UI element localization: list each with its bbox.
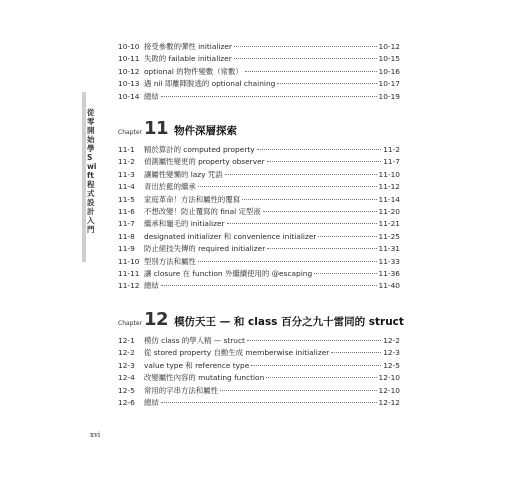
entry-title: 常用的字串方法和屬性 — [144, 385, 218, 395]
entry-title: 防止絕技失傳的 required initializer — [144, 244, 266, 254]
toc-entry — [118, 397, 400, 409]
toc-entry — [118, 41, 400, 53]
entry-number: 11-2 — [118, 157, 135, 167]
leader-dots — [225, 174, 377, 175]
entry-title: 家庭革命！方法和屬性的覆寫 — [144, 194, 241, 204]
chapter-title: 物件深層探索 — [174, 125, 238, 137]
leader-dots — [318, 236, 376, 237]
toc-section-chapter-10 — [118, 41, 400, 103]
entry-number: 12-4 — [118, 373, 135, 383]
entry-title: designated initializer 和 convenience initializer — [144, 231, 317, 241]
leader-dots — [220, 390, 377, 391]
leader-dots — [245, 71, 377, 72]
entry-number: 11-7 — [118, 219, 135, 229]
entry-title: value type 和 reference type — [144, 360, 250, 370]
entry-title: 總結 — [144, 397, 159, 407]
chapter-number: 12 — [144, 309, 169, 330]
entry-page: 10-12 — [378, 42, 400, 51]
entry-page: 12-3 — [383, 348, 400, 358]
entry-page: 10-15 — [378, 54, 400, 64]
entry-title: 遇 nil 即離陣脫逃的 optional chaining — [144, 79, 276, 89]
leader-dots — [331, 352, 381, 353]
entry-page: 11-2 — [383, 145, 400, 154]
entry-page: 10-19 — [378, 91, 400, 101]
toc-entry — [118, 181, 400, 193]
entry-number: 11-4 — [118, 182, 135, 192]
entry-number: 11-1 — [118, 145, 135, 154]
toc-entry — [118, 53, 400, 65]
toc-entry — [118, 91, 400, 103]
entry-page: 11-31 — [378, 244, 400, 254]
leader-dots — [242, 199, 376, 200]
entry-number: 10-12 — [118, 66, 140, 76]
leader-dots — [161, 402, 377, 403]
leader-dots — [198, 261, 377, 262]
entry-number: 11-6 — [118, 206, 135, 216]
leader-dots — [161, 96, 377, 97]
entry-title: 總結 — [144, 281, 159, 291]
chapter-label: Chapter — [118, 129, 142, 136]
leader-dots — [198, 186, 377, 187]
toc-entry — [118, 280, 400, 292]
toc-entry — [118, 156, 400, 168]
toc-entry — [118, 66, 400, 78]
entry-page: 11-20 — [378, 206, 400, 216]
chapter-11-heading — [118, 118, 237, 139]
toc-section-chapter-12 — [118, 335, 400, 409]
entry-number: 11-9 — [118, 244, 135, 254]
entry-number: 10-10 — [118, 42, 140, 51]
leader-dots — [267, 248, 376, 249]
toc-entry — [118, 206, 400, 218]
toc-entry — [118, 347, 400, 359]
page-number: xvi — [90, 431, 101, 439]
leader-dots — [234, 58, 377, 59]
side-tab-bar — [82, 92, 86, 262]
entry-number: 11-11 — [118, 268, 140, 278]
entry-number: 10-13 — [118, 79, 140, 89]
entry-title: 改變屬性內容的 mutating function — [144, 373, 265, 383]
toc-entry — [118, 194, 400, 206]
entry-page: 12-2 — [383, 336, 400, 345]
entry-title: 型別方法和屬性 — [144, 256, 196, 266]
toc-entry — [118, 144, 400, 156]
entry-page: 10-17 — [378, 79, 400, 89]
leader-dots — [277, 83, 376, 84]
toc-entry — [118, 268, 400, 280]
entry-number: 11-10 — [118, 256, 140, 266]
toc-section-chapter-11 — [118, 144, 400, 293]
entry-page: 12-12 — [378, 397, 400, 407]
leader-dots — [266, 377, 376, 378]
entry-page: 11-7 — [383, 157, 400, 167]
toc-entry — [118, 385, 400, 397]
entry-page: 10-16 — [378, 66, 400, 76]
toc-entry — [118, 78, 400, 90]
entry-number: 12-2 — [118, 348, 135, 358]
chapter-12-heading — [118, 309, 404, 330]
toc-entry — [118, 231, 400, 243]
entry-title: 精於算計的 computed property — [144, 145, 255, 154]
entry-number: 12-3 — [118, 360, 135, 370]
leader-dots — [227, 223, 377, 224]
entry-page: 11-40 — [378, 281, 400, 291]
chapter-number: 11 — [144, 118, 169, 139]
entry-title: 青出於藍的繼承 — [144, 182, 196, 192]
entry-page: 11-14 — [378, 194, 400, 204]
entry-title: 失敗的 failable initializer — [144, 54, 232, 64]
entry-number: 10-14 — [118, 91, 140, 101]
entry-page: 12-10 — [378, 373, 400, 383]
toc-entry — [118, 169, 400, 181]
entry-number: 11-12 — [118, 281, 140, 291]
entry-number: 12-1 — [118, 336, 135, 345]
entry-title: 不想改變！防止覆寫的 final 定型液 — [144, 206, 261, 216]
entry-page: 11-21 — [378, 219, 400, 229]
toc-entry — [118, 256, 400, 268]
leader-dots — [314, 273, 376, 274]
leader-dots — [267, 161, 382, 162]
entry-title: 繼承和龜毛的 initializer — [144, 219, 225, 229]
entry-title: 總結 — [144, 91, 159, 101]
entry-page: 12-10 — [378, 385, 400, 395]
entry-title: 讓 closure 在 function 外繼續使用的 @escaping — [144, 268, 313, 278]
toc-entry — [118, 218, 400, 230]
leader-dots — [247, 340, 381, 341]
toc-entry — [118, 372, 400, 384]
toc-entry — [118, 243, 400, 255]
toc-entry — [118, 335, 400, 347]
entry-title: 讓屬性變懶的 lazy 咒語 — [144, 169, 223, 179]
entry-title: optional 的物件變數（常數） — [144, 66, 243, 76]
leader-dots — [251, 365, 381, 366]
leader-dots — [263, 211, 377, 212]
entry-title: 接受參數的彈性 initializer — [144, 42, 232, 51]
entry-page: 11-33 — [378, 256, 400, 266]
entry-page: 11-10 — [378, 169, 400, 179]
chapter-title: 模仿天王 — 和 class 百分之九十雷同的 struct — [174, 316, 404, 328]
chapter-label: Chapter — [118, 320, 142, 327]
entry-number: 11-3 — [118, 169, 135, 179]
leader-dots — [234, 46, 377, 47]
entry-number: 12-6 — [118, 397, 135, 407]
leader-dots — [161, 285, 377, 286]
toc-entry — [118, 360, 400, 372]
entry-page: 12-5 — [383, 360, 400, 370]
leader-dots — [257, 149, 382, 150]
side-book-title: 從零開始學 Swift 程式設計入門 — [87, 108, 97, 234]
entry-title: 從 stored property 自動生成 memberwise initializer — [144, 348, 330, 358]
entry-title: 偵測屬性變更的 property observer — [144, 157, 265, 167]
entry-number: 10-11 — [118, 54, 140, 64]
entry-number: 12-5 — [118, 385, 135, 395]
entry-title: 模仿 class 的學人精 — struct — [144, 336, 245, 345]
entry-number: 11-8 — [118, 231, 135, 241]
entry-page: 11-25 — [378, 231, 400, 241]
entry-page: 11-36 — [378, 268, 400, 278]
entry-page: 11-12 — [378, 182, 400, 192]
entry-number: 11-5 — [118, 194, 135, 204]
